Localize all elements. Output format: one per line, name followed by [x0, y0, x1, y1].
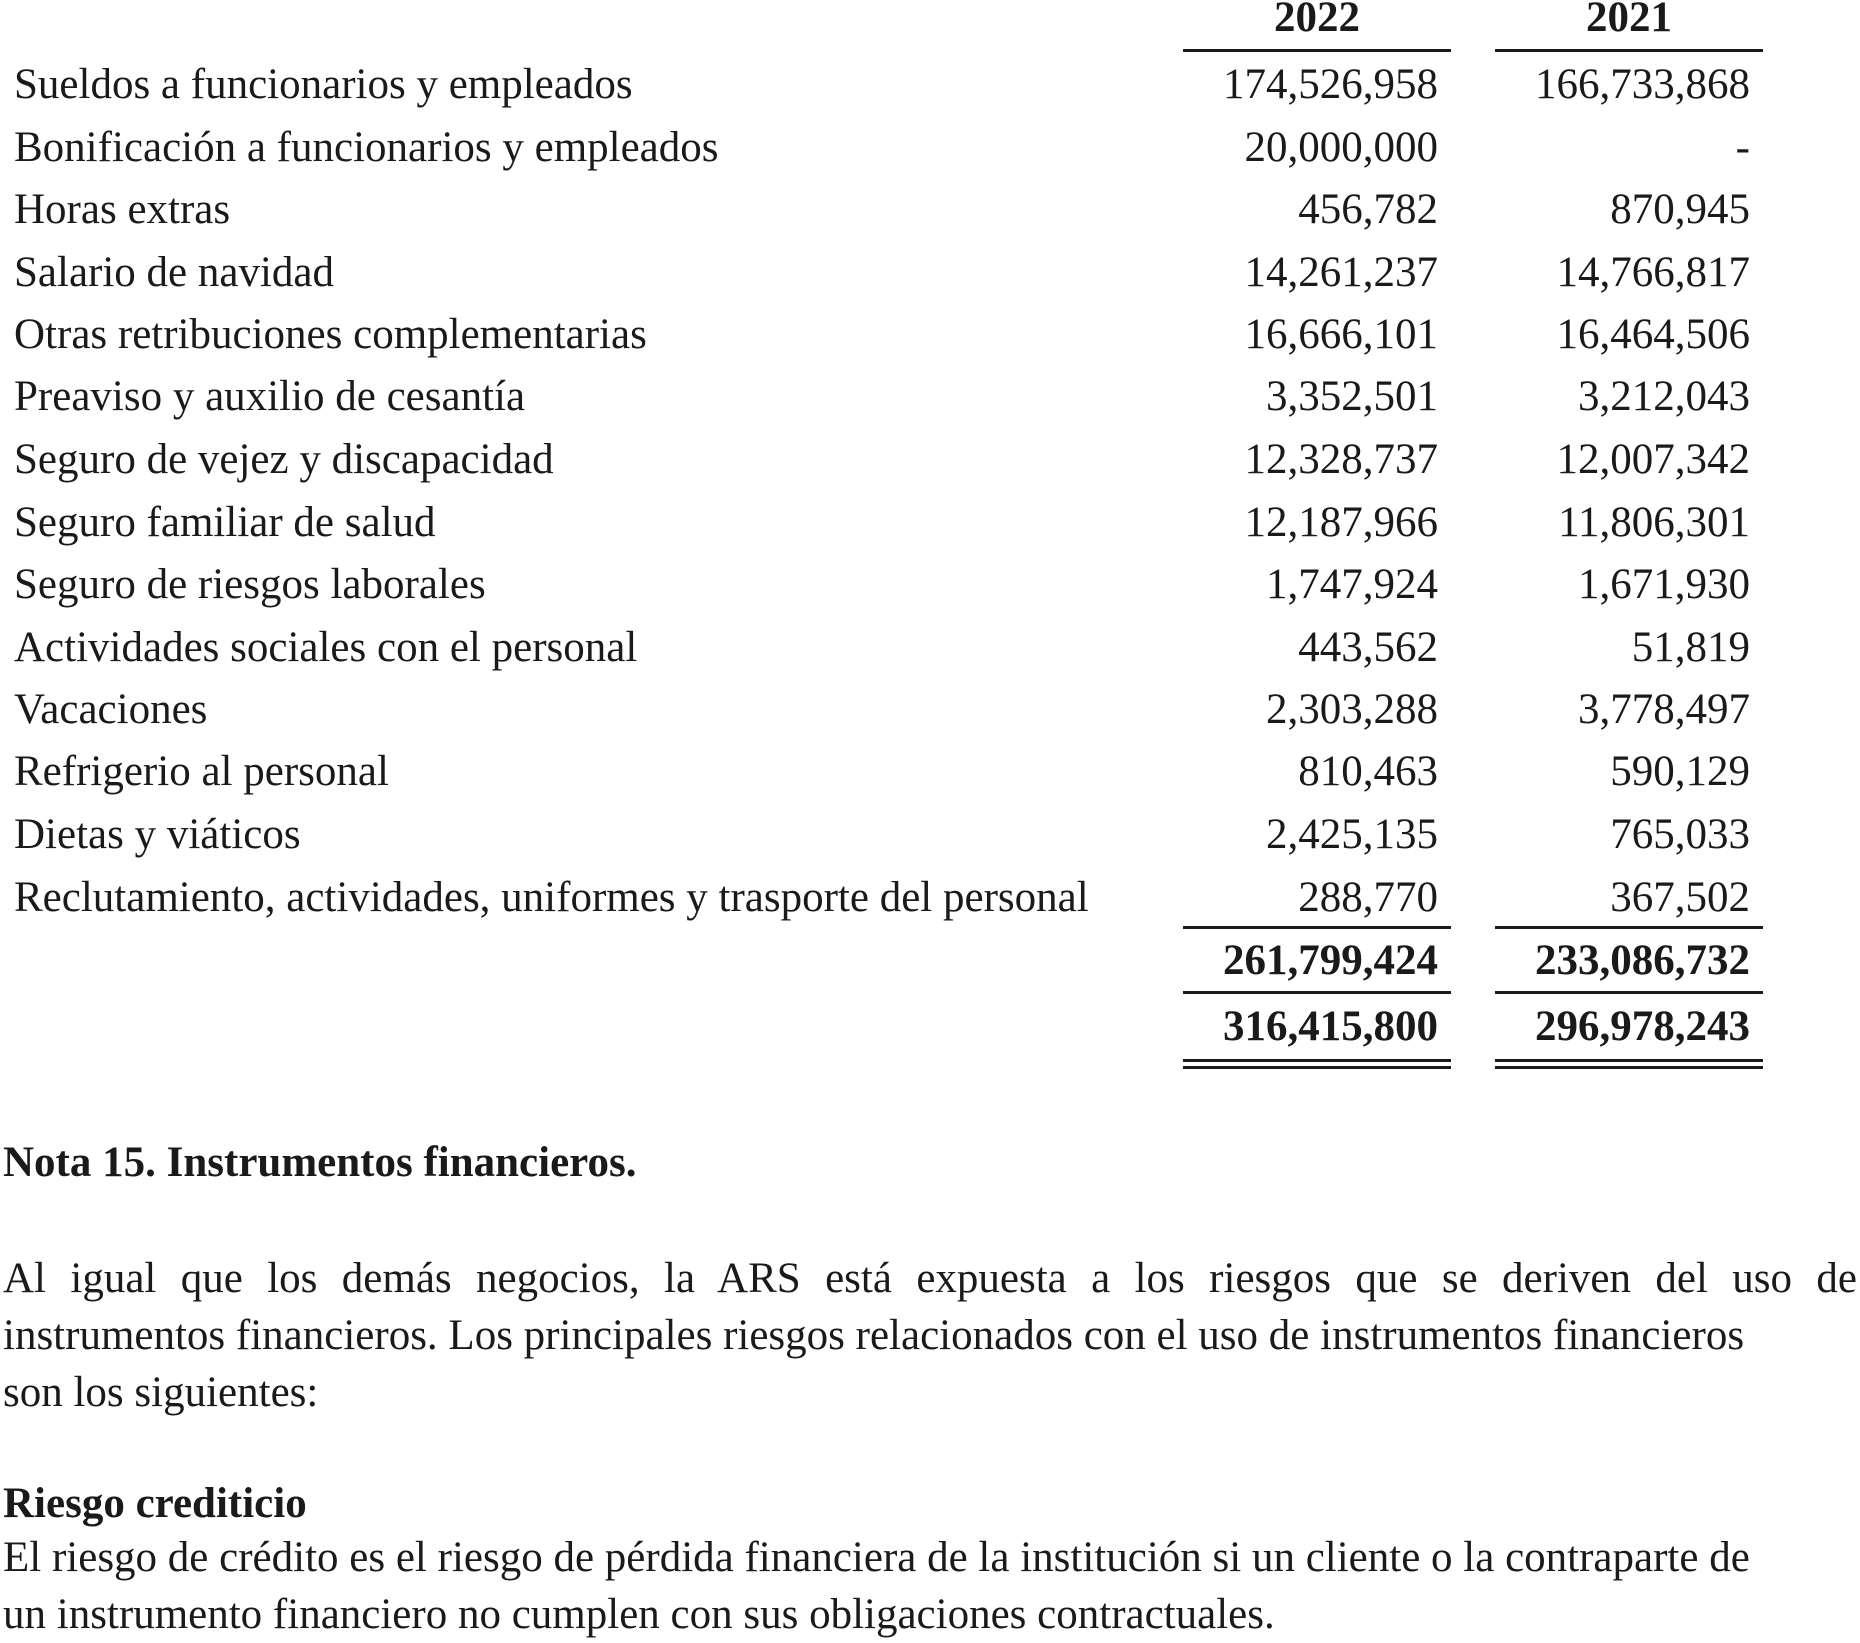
row-label: Seguro de riesgos laborales	[14, 561, 486, 608]
value-2022: 3,352,501	[1266, 373, 1438, 420]
total-row	[0, 996, 1860, 1058]
subtotal-2021: 233,086,732	[1535, 937, 1750, 984]
value-2021: 11,806,301	[1558, 499, 1750, 546]
value-2022: 12,328,737	[1244, 436, 1438, 483]
table-row	[0, 679, 1860, 741]
total-rule-2021	[1495, 991, 1763, 994]
value-2022: 16,666,101	[1244, 311, 1438, 358]
value-2021: 367,502	[1610, 874, 1750, 921]
value-2021: 870,945	[1610, 186, 1750, 233]
subtotal-row	[0, 930, 1860, 992]
value-2022: 12,187,966	[1244, 499, 1438, 546]
row-label: Actividades sociales con el personal	[14, 624, 638, 671]
value-2021: 3,212,043	[1578, 373, 1750, 420]
value-2022: 20,000,000	[1244, 124, 1438, 171]
credit-risk-paragraph	[3, 1529, 1857, 1643]
row-label: Salario de navidad	[14, 249, 335, 296]
table-row	[0, 804, 1860, 866]
table-row	[0, 867, 1860, 929]
table-row	[0, 741, 1860, 803]
row-label: Seguro de vejez y discapacidad	[14, 436, 554, 483]
subtotal-2022: 261,799,424	[1223, 937, 1438, 984]
credit-risk-heading: Riesgo crediticio	[3, 1480, 307, 1527]
table-row	[0, 366, 1860, 428]
subtotal-rule-2021	[1495, 926, 1763, 929]
value-2021: 14,766,817	[1556, 249, 1750, 296]
value-2021: 51,819	[1631, 624, 1750, 671]
paragraph-line: un instrumento financiero no cumplen con sus obligaciones contractuales.	[3, 1591, 1275, 1638]
row-label: Vacaciones	[14, 686, 208, 733]
table-row	[0, 179, 1860, 241]
table-row	[0, 617, 1860, 679]
row-label: Reclutamiento, actividades, uniformes y trasporte del personal	[14, 874, 1089, 921]
table-row	[0, 242, 1860, 304]
row-label: Sueldos a funcionarios y empleados	[14, 61, 633, 108]
value-2022: 1,747,924	[1266, 561, 1438, 608]
table-row	[0, 117, 1860, 179]
value-2021: -	[1735, 124, 1750, 171]
column-header-2021: 2021	[1586, 0, 1672, 41]
value-2022: 288,770	[1298, 874, 1438, 921]
row-label: Seguro familiar de salud	[14, 499, 436, 546]
header-rule-2021	[1495, 49, 1763, 52]
value-2022: 443,562	[1298, 624, 1438, 671]
column-header-2022: 2022	[1274, 0, 1360, 41]
table-row	[0, 304, 1860, 366]
double-rule-2022	[1183, 1059, 1451, 1069]
value-2022: 2,425,135	[1266, 811, 1438, 858]
note-title: Nota 15. Instrumentos financieros.	[3, 1139, 637, 1186]
value-2022: 14,261,237	[1244, 249, 1438, 296]
value-2021: 3,778,497	[1578, 686, 1750, 733]
value-2022: 810,463	[1298, 748, 1438, 795]
value-2021: 765,033	[1610, 811, 1750, 858]
row-label: Bonificación a funcionarios y empleados	[14, 124, 719, 171]
table-row	[0, 492, 1860, 554]
table-row	[0, 429, 1860, 491]
value-2021: 16,464,506	[1556, 311, 1750, 358]
row-label: Horas extras	[14, 186, 231, 233]
value-2022: 456,782	[1298, 186, 1438, 233]
row-label: Preaviso y auxilio de cesantía	[14, 373, 526, 420]
value-2021: 166,733,868	[1535, 61, 1750, 108]
row-label: Dietas y viáticos	[14, 811, 301, 858]
table-row	[0, 554, 1860, 616]
intro-paragraph	[3, 1250, 1857, 1421]
paragraph-line: El riesgo de crédito es el riesgo de pérdida financiera de la institución si un cliente o la contraparte de	[3, 1534, 1750, 1581]
paragraph-line: Al igual que los demás negocios, la ARS está expuesta a los riesgos que se deriven del uso de	[3, 1255, 1857, 1302]
paragraph-line: instrumentos financieros. Los principales riesgos relacionados con el uso de instrumentos financieros	[3, 1312, 1745, 1359]
value-2021: 1,671,930	[1578, 561, 1750, 608]
paragraph-line: son los siguientes:	[3, 1369, 319, 1416]
subtotal-rule-2022	[1183, 926, 1451, 929]
value-2022: 174,526,958	[1223, 61, 1438, 108]
row-label: Refrigerio al personal	[14, 748, 389, 795]
double-rule-2021	[1495, 1059, 1763, 1069]
value-2021: 590,129	[1610, 748, 1750, 795]
total-2021: 296,978,243	[1535, 1003, 1750, 1050]
value-2022: 2,303,288	[1266, 686, 1438, 733]
total-2022: 316,415,800	[1223, 1003, 1438, 1050]
table-row	[0, 54, 1860, 116]
row-label: Otras retribuciones complementarias	[14, 311, 647, 358]
value-2021: 12,007,342	[1556, 436, 1750, 483]
total-rule-2022	[1183, 991, 1451, 994]
header-rule-2022	[1183, 49, 1451, 52]
